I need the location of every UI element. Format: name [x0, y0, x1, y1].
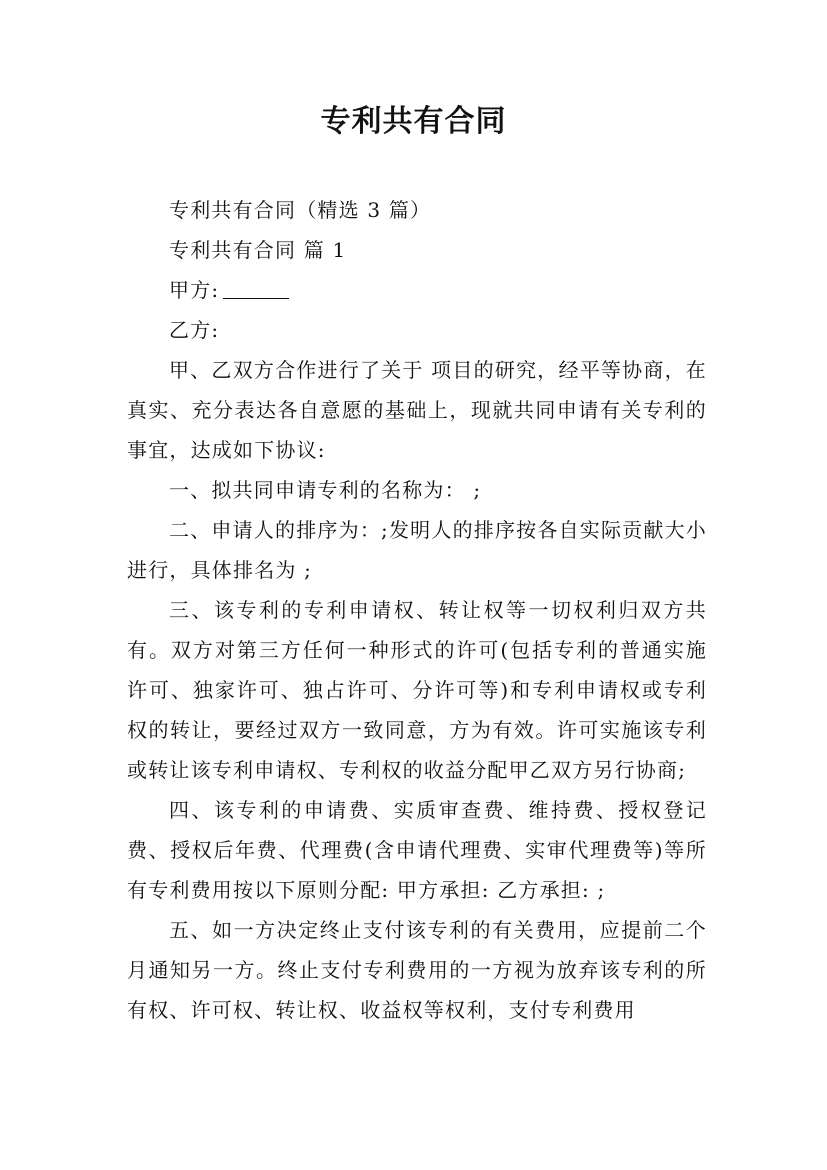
document-body [127, 190, 707, 1030]
paragraph-clause-4: 四、该专利的申请费、实质审查费、维持费、授权登记费、授权后年费、代理费(含申请代理费、实审代理费等)等所有专利费用按以下原则分配: 甲方承担: 乙方承担: ; [127, 798, 707, 902]
party-b-line [127, 310, 707, 350]
party-a-blank [223, 274, 289, 299]
party-a-label: 甲方: [169, 278, 220, 302]
paragraph-clause-5: 五、如一方决定终止支付该专利的有关费用，应提前二个月通知另一方。终止支付专利费用的一方视为放弃该专利的所有权、许可权、转让权、收益权等权利，支付专利费用 [127, 918, 707, 1022]
party-b-label: 乙方: [169, 318, 220, 342]
section-heading: 专利共有合同 篇 1 [169, 238, 347, 262]
paragraph-clause-3: 三、该专利的专利申请权、转让权等一切权利归双方共有。双方对第三方任何一种形式的许可(包括专利的普通实施许可、独家许可、独占许可、分许可等)和专利申请权或专利权的转让，要经过双方一致同意，方为有效。许可实施该专利或转让该专利申请权、专利权的收益分配甲乙双方另行协商; [127, 598, 707, 782]
party-a-line [127, 270, 707, 310]
paragraph-intro: 甲、乙双方合作进行了关于 项目的研究，经平等协商，在真实、充分表达各自意愿的基础上，现就共同申请有关专利的事宜，达成如下协议: [127, 358, 707, 462]
document-title: 专利共有合同 [320, 104, 507, 139]
paragraph-clause-1: 一、拟共同申请专利的名称为： ; [169, 478, 482, 502]
paragraph-clause-2: 二、申请人的排序为：;发明人的排序按各自实际贡献大小进行，具体排名为 ; [127, 518, 707, 582]
document-subtitle: 专利共有合同（精选 3 篇） [169, 198, 432, 222]
